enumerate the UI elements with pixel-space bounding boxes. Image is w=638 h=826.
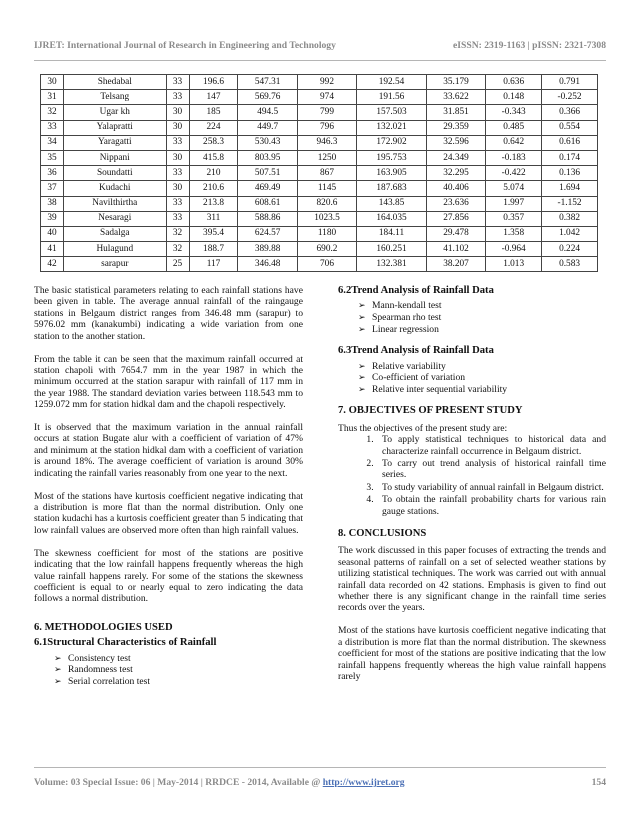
table-cell: 346.48 xyxy=(238,257,297,272)
table-cell: 0.366 xyxy=(542,105,598,120)
paragraph: It is observed that the maximum variation in the annual rainfall occurs at station Bugate alur with a coefficient of variation of 47% and minimum at the station hidkal dam with a coefficient of variation is around 18%. The average coefficient of variation is around 30% indicating the rainfall varies reasonably from one year to the next. xyxy=(34,422,303,479)
table-row xyxy=(41,75,598,90)
objectives-list xyxy=(338,434,606,517)
table-row xyxy=(41,257,598,272)
list-item: ➢ Relative inter sequential variability xyxy=(358,383,508,395)
table-cell: 0.357 xyxy=(486,211,542,226)
table-cell: -0.964 xyxy=(486,242,542,257)
table-cell: 37 xyxy=(41,181,64,196)
table-cell: 1.694 xyxy=(542,181,598,196)
table-cell: 31.851 xyxy=(426,105,485,120)
table-cell: -1.152 xyxy=(542,196,598,211)
table-cell: Soundatti xyxy=(63,166,166,181)
table-cell: 0.224 xyxy=(542,242,598,257)
objectives-intro: Thus the objectives of the present study are: xyxy=(338,422,508,434)
section-6-2-list xyxy=(338,300,606,335)
section-6-1-list xyxy=(34,653,303,688)
table-cell: 974 xyxy=(297,90,356,105)
table-cell: 25 xyxy=(166,257,189,272)
table-cell: 1.042 xyxy=(542,226,598,241)
table-cell: 184.11 xyxy=(357,226,427,241)
journal-name: IJRET: International Journal of Research in Engineering and Technology xyxy=(34,40,336,51)
table-cell: -0.252 xyxy=(542,90,598,105)
table-cell: 33 xyxy=(166,75,189,90)
table-cell: 1023.5 xyxy=(297,211,356,226)
table-cell: 33 xyxy=(166,135,189,150)
table-cell: -0.343 xyxy=(486,105,542,120)
table-cell: 29.478 xyxy=(426,226,485,241)
table-cell: 23.636 xyxy=(426,196,485,211)
section-6-3-list xyxy=(338,361,606,396)
table-cell: 188.7 xyxy=(189,242,238,257)
table-cell: 172.902 xyxy=(357,135,427,150)
arrow-bullet-icon: ➢ xyxy=(358,300,366,311)
table-cell: 0.642 xyxy=(486,135,542,150)
footer-citation: Volume: 03 Special Issue: 06 | May-2014 | RRDCE - 2014, Available @ http://www.ijret.org xyxy=(34,777,405,788)
table-cell: 624.57 xyxy=(238,226,297,241)
table-cell: 507.51 xyxy=(238,166,297,181)
table-cell: 24.349 xyxy=(426,150,485,165)
table-cell: 42 xyxy=(41,257,64,272)
issn-text: eISSN: 2319-1163 | pISSN: 2321-7308 xyxy=(453,40,606,51)
rainfall-stats-table xyxy=(40,74,598,272)
table-cell: 258.3 xyxy=(189,135,238,150)
table-cell: 36 xyxy=(41,166,64,181)
table-cell: 0.148 xyxy=(486,90,542,105)
arrow-bullet-icon: ➢ xyxy=(358,360,366,371)
table-cell: -0.183 xyxy=(486,150,542,165)
table-cell: 187.683 xyxy=(357,181,427,196)
table-row xyxy=(41,226,598,241)
table-cell: 796 xyxy=(297,120,356,135)
table-cell: 33 xyxy=(166,166,189,181)
table-cell: 0.554 xyxy=(542,120,598,135)
table-cell: 395.4 xyxy=(189,226,238,241)
table-cell: 1.013 xyxy=(486,257,542,272)
table-cell: Kudachi xyxy=(63,181,166,196)
section-6-1-heading: 6.1Structural Characteristics of Rainfall xyxy=(34,637,217,649)
table-cell: 706 xyxy=(297,257,356,272)
table-cell: 389.88 xyxy=(238,242,297,257)
table-cell: 132.381 xyxy=(357,257,427,272)
table-cell: 0.485 xyxy=(486,120,542,135)
arrow-bullet-icon: ➢ xyxy=(358,383,366,394)
table-cell: 38 xyxy=(41,196,64,211)
table-cell: 1.997 xyxy=(486,196,542,211)
table-cell: 29.359 xyxy=(426,120,485,135)
list-item: ➢ Consistency test xyxy=(54,652,131,664)
table-cell: 32.596 xyxy=(426,135,485,150)
section-6-2-heading: 6.2Trend Analysis of Rainfall Data xyxy=(338,285,494,296)
table-row xyxy=(41,120,598,135)
table-cell: Nesaragi xyxy=(63,211,166,226)
table-cell: 946.3 xyxy=(297,135,356,150)
table-cell: 30 xyxy=(41,75,64,90)
table-cell: 530.43 xyxy=(238,135,297,150)
table-cell: 185 xyxy=(189,105,238,120)
table-cell: Yaragatti xyxy=(63,135,166,150)
table-cell: 32 xyxy=(166,242,189,257)
table-row xyxy=(41,105,598,120)
table-cell: 210 xyxy=(189,166,238,181)
table-cell: 799 xyxy=(297,105,356,120)
table-cell: 191.56 xyxy=(357,90,427,105)
table-cell: 0.583 xyxy=(542,257,598,272)
table-cell: 494.5 xyxy=(238,105,297,120)
table-cell: 40.406 xyxy=(426,181,485,196)
table-row xyxy=(41,150,598,165)
table-cell: 311 xyxy=(189,211,238,226)
table-cell: 0.616 xyxy=(542,135,598,150)
header-rule xyxy=(34,60,606,61)
table-cell: 35.179 xyxy=(426,75,485,90)
table-cell: 32 xyxy=(41,105,64,120)
list-item: ➢ Linear regression xyxy=(358,323,439,335)
table-cell: 0.174 xyxy=(542,150,598,165)
table-cell: sarapur xyxy=(63,257,166,272)
paragraph: The skewness coefficient for most of the stations are positive indicating that the low rainfall happens frequently whereas the high value rainfall happens rarely. For some of the stations the skewness coefficient is equal to or nearly equal to zero indicating the data follows a normal distribution. xyxy=(34,547,303,605)
table-cell: 163.905 xyxy=(357,166,427,181)
paragraph: The work discussed in this paper focuses of extracting the trends and seasonal patterns of rainfall on a set of selected weather stations by utilizing statistical techniques. The work was carried out with annual rainfall data recorded on 42 stations. Emphasis is given to find out whether there is any significant change in the rainfall time series records over the years. xyxy=(338,545,606,614)
list-item: ➢ Serial correlation test xyxy=(54,675,151,687)
table-cell: 34 xyxy=(41,135,64,150)
list-item: 3. To study variability of annual rainfall in Belgaum district. xyxy=(376,482,606,493)
arrow-bullet-icon: ➢ xyxy=(358,323,366,334)
arrow-bullet-icon: ➢ xyxy=(54,664,62,675)
list-item: ➢ Mann-kendall test xyxy=(358,300,442,312)
table-cell: 608.61 xyxy=(238,196,297,211)
footer-rule xyxy=(34,767,606,768)
table-cell: 469.49 xyxy=(238,181,297,196)
list-item: ➢ Relative variability xyxy=(358,360,446,372)
table-cell: Navilthirtha xyxy=(63,196,166,211)
table-cell: 160.251 xyxy=(357,242,427,257)
table-cell: 0.382 xyxy=(542,211,598,226)
table-cell: 32.295 xyxy=(426,166,485,181)
table-cell: 33 xyxy=(166,196,189,211)
arrow-bullet-icon: ➢ xyxy=(54,652,62,663)
table-cell: Hulagund xyxy=(63,242,166,257)
list-item: ➢ Co-efficient of variation xyxy=(358,372,466,384)
table-cell: 143.85 xyxy=(357,196,427,211)
table-cell: 195.753 xyxy=(357,150,427,165)
table-cell: Yalapratti xyxy=(63,120,166,135)
table-cell: Sadalga xyxy=(63,226,166,241)
table-cell: 132.021 xyxy=(357,120,427,135)
table-row xyxy=(41,135,598,150)
table-cell: 820.6 xyxy=(297,196,356,211)
table-cell: 196.6 xyxy=(189,75,238,90)
table-cell: 32 xyxy=(166,226,189,241)
arrow-bullet-icon: ➢ xyxy=(54,675,62,686)
table-cell: 210.6 xyxy=(189,181,238,196)
section-8-heading: 8. CONCLUSIONS xyxy=(338,528,427,540)
table-cell: 30 xyxy=(166,181,189,196)
right-column xyxy=(338,285,606,694)
paragraph: Most of the stations have kurtosis coefficient negative indicating that a distribution is more flat than the normal distribution. Only one station kudachi has a kurtosis coefficient greater than 5 indicating that low rainfall values are observed more often than high rainfall values. xyxy=(34,490,303,536)
table-cell: 588.86 xyxy=(238,211,297,226)
journal-link[interactable]: http://www.ijret.org xyxy=(322,777,405,788)
paragraph: Most of the stations have kurtosis coefficient negative indicating that a distribution is more flat than the normal distribution. The skewness coefficient for most of the stations are positive indicating that the low rainfall happens frequently whereas the high value rainfall happens rarely xyxy=(338,625,606,682)
table-cell: 992 xyxy=(297,75,356,90)
table-cell: 5.074 xyxy=(486,181,542,196)
table-cell: 415.8 xyxy=(189,150,238,165)
table-cell: 30 xyxy=(166,150,189,165)
table-cell: 0.791 xyxy=(542,75,598,90)
table-cell: Telsang xyxy=(63,90,166,105)
table-cell: 547.31 xyxy=(238,75,297,90)
table-cell: 31 xyxy=(41,90,64,105)
table-cell: 40 xyxy=(41,226,64,241)
table-body xyxy=(41,75,598,272)
list-item: ➢ Spearman rho test xyxy=(358,312,442,323)
list-item: 2. To carry out trend analysis of historical rainfall time series. xyxy=(376,458,606,481)
table-cell: 33 xyxy=(41,120,64,135)
table-cell: Shedabal xyxy=(63,75,166,90)
table-cell: 803.95 xyxy=(238,150,297,165)
table-row xyxy=(41,242,598,257)
table-cell: Nippani xyxy=(63,150,166,165)
table-cell: 1.358 xyxy=(486,226,542,241)
table-cell: 27.856 xyxy=(426,211,485,226)
table-row xyxy=(41,196,598,211)
list-item: 4. To obtain the rainfall probability charts for various rain gauge stations. xyxy=(376,494,606,517)
page-number: 154 xyxy=(591,777,606,788)
table-cell: 30 xyxy=(166,105,189,120)
table-cell: 41 xyxy=(41,242,64,257)
list-item: 1. To apply statistical techniques to historical data and characterize rainfall occurrence in Belgaum district. xyxy=(376,434,606,457)
table-row xyxy=(41,90,598,105)
table-cell: -0.422 xyxy=(486,166,542,181)
table-cell: 449.7 xyxy=(238,120,297,135)
table-cell: 41.102 xyxy=(426,242,485,257)
table-cell: 33 xyxy=(166,211,189,226)
section-7-heading: 7. OBJECTIVES OF PRESENT STUDY xyxy=(338,405,523,417)
table-cell: 0.136 xyxy=(542,166,598,181)
table-row xyxy=(41,166,598,181)
table-row xyxy=(41,211,598,226)
table-cell: 867 xyxy=(297,166,356,181)
left-column xyxy=(34,285,303,697)
table-cell: 30 xyxy=(166,120,189,135)
table-cell: 224 xyxy=(189,120,238,135)
table-cell: Ugar kh xyxy=(63,105,166,120)
arrow-bullet-icon: ➢ xyxy=(358,312,366,322)
table-cell: 39 xyxy=(41,211,64,226)
table-cell: 0.636 xyxy=(486,75,542,90)
table-cell: 35 xyxy=(41,150,64,165)
list-item: ➢ Randomness test xyxy=(54,664,133,676)
table-cell: 157.503 xyxy=(357,105,427,120)
table-cell: 690.2 xyxy=(297,242,356,257)
section-6-3-heading: 6.3Trend Analysis of Rainfall Data xyxy=(338,345,494,357)
table-cell: 213.8 xyxy=(189,196,238,211)
table-cell: 33 xyxy=(166,90,189,105)
table-cell: 1180 xyxy=(297,226,356,241)
table-row xyxy=(41,181,598,196)
paragraph: The basic statistical parameters relating to each rainfall stations have been given in table. The average annual rainfall of the raingauge stations in Belgaum district ranges from 346.48 mm (sarapur) to 5976.02 mm (kanakumbi) indicating a wide variation from one station to the another station. xyxy=(34,285,303,342)
table-cell: 164.035 xyxy=(357,211,427,226)
table-cell: 147 xyxy=(189,90,238,105)
section-6-heading: 6. METHODOLOGIES USED xyxy=(34,621,173,633)
table-cell: 38.207 xyxy=(426,257,485,272)
paragraph: From the table it can be seen that the maximum rainfall occurred at station chapoli with 7654.7 mm in the year 1987 in which the minimum occurred at the station sarapur with rainfall of 117 mm in the year 1988. The standard deviation varies between 118.543 mm to 1259.072 mm for station hidkal dam and the chapoli respectively. xyxy=(34,353,303,411)
table-cell: 33.622 xyxy=(426,90,485,105)
table-cell: 117 xyxy=(189,257,238,272)
table-cell: 192.54 xyxy=(357,75,427,90)
table-cell: 1145 xyxy=(297,181,356,196)
table-cell: 569.76 xyxy=(238,90,297,105)
table-cell: 1250 xyxy=(297,150,356,165)
arrow-bullet-icon: ➢ xyxy=(358,372,366,383)
